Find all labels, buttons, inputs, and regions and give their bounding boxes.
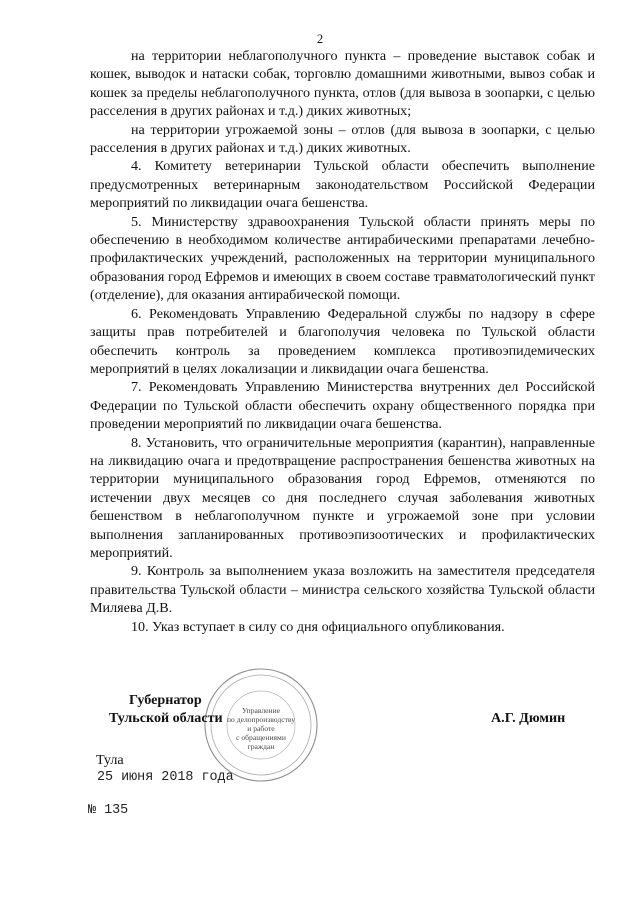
signatory-name: А.Г. Дюмин <box>491 710 566 726</box>
paragraph-item-9: 9. Контроль за выполнением указа возложить на заместителя председателя правительства Тульской области – министра сельского хозяйства Тульской области Миляева Д.В. <box>90 563 595 617</box>
decree-body <box>90 47 595 636</box>
signing-place: Тула <box>96 752 124 768</box>
page-number: 2 <box>316 32 324 46</box>
paragraph-restrictions-threatened-zone: на территории угрожаемой зоны – отлов (для вывоза в зоопарки, с целью расселения в других районах и т.д.) диких животных. <box>90 121 595 157</box>
paragraph-item-4: 4. Комитету ветеринарии Тульской области обеспечить выполнение предусмотренных ветеринарным законодательством Российской Федерации мероприятий по ликвидации очага бешенства. <box>90 158 595 212</box>
stamp-line-3: и работе <box>247 724 275 733</box>
paragraph-item-7: 7. Рекомендовать Управлению Министерства внутренних дел Российской Федерации по Тульской области обеспечить охрану общественного порядка при проведении мероприятий по ликвидации очага бешенства. <box>90 379 595 433</box>
paragraph-item-5: 5. Министерству здравоохранения Тульской области принять меры по обеспечению в необходимом количестве антирабическими препаратами лечебно-профилактических учреждений, расположенных на территории муниципального образования город Ефремов и имеющих в своем составе травматологический пункт (отделение), для оказания антирабической помощи. <box>90 213 595 304</box>
paragraph-item-6: 6. Рекомендовать Управлению Федеральной службы по надзору в сфере защиты прав потребителей и благополучия человека по Тульской области обеспечить контроль за проведением комплекса противоэпидемических мероприятий в целях локализации и ликвидации очага бешенства. <box>90 305 595 377</box>
stamp-line-2: по делопроизводству <box>226 715 296 724</box>
stamp-line-4: с обращениями <box>236 733 286 742</box>
paragraph-item-8: 8. Установить, что ограничительные мероприятия (карантин), направленные на ликвидацию очага и предотвращение распространения бешенства животных на территории муниципального образования город Ефремов, отменяются по истечении двух месяцев со дня последнего случая заболевания животных бешенством в неблагополучном пункте и угрожаемой зоне при условии выполнения запланированных противоэпизоотических и профилактических мероприятий. <box>90 434 595 561</box>
stamp-line-5: граждан <box>247 742 275 751</box>
decree-number: № 135 <box>88 803 129 818</box>
paragraph-item-10: 10. Указ вступает в силу со дня официального опубликования. <box>131 618 505 635</box>
signature-title-line-1: Губернатор <box>129 692 202 708</box>
paragraph-restrictions-unsafe-point: на территории неблагополучного пункта – проведение выставок собак и кошек, выводок и натаски собак, торговлю домашними животными, вывоз собак и кошек за пределы неблагополучного пункта, отлов (для вывоза в зоопарки, с целью расселения в других районах и т.д.) диких животных; <box>90 48 595 120</box>
signing-date: 25 июня 2018 года <box>97 770 234 785</box>
signature-title-line-2: Тульской области <box>109 710 223 726</box>
stamp-line-1: Управление <box>241 706 281 715</box>
